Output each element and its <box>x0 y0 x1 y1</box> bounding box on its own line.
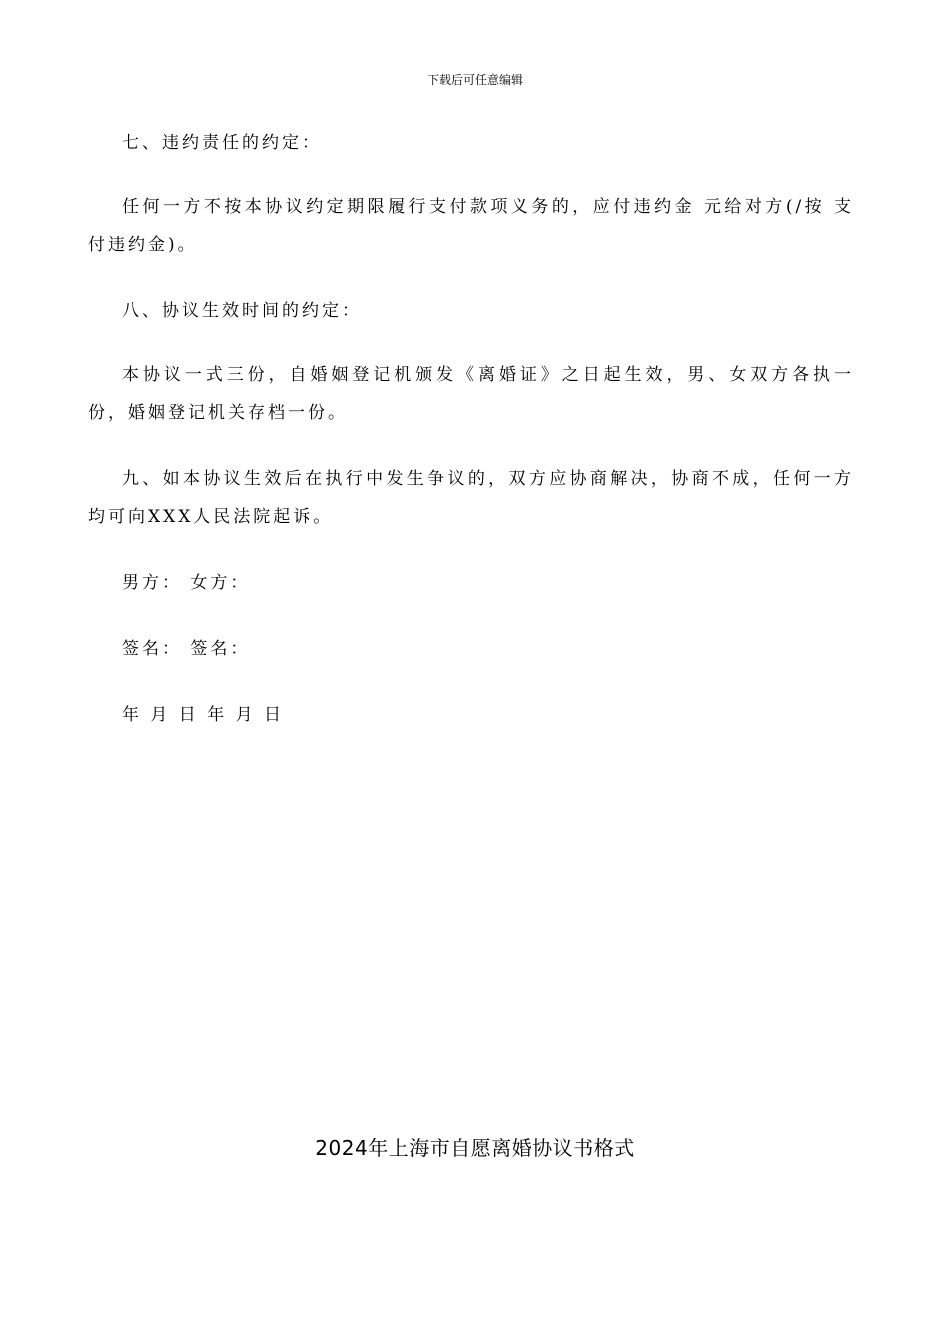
section-8-body: 本协议一式三份，自婚姻登记机颁发《离婚证》之日起生效，男、女双方各执一份，婚姻登记机关存档一份。 <box>88 365 854 423</box>
section-7-heading: 七、违约责任的约定： <box>122 133 322 153</box>
page-header-note: 下载后可任意编辑 <box>426 73 523 87</box>
signature-signs: 签名： 签名： <box>122 639 251 659</box>
footer-document-title: 2024年上海市自愿离婚协议书格式 <box>315 1136 635 1160</box>
signature-dates: 年 月 日 年 月 日 <box>122 705 285 725</box>
signature-parties: 男方： 女方： <box>122 573 251 593</box>
document-body <box>88 124 854 734</box>
section-7-body: 任何一方不按本协议约定期限履行支付款项义务的，应付违约金 元给对方(/按 支付违约金)。 <box>88 197 854 255</box>
section-9-body: 九、如本协议生效后在执行中发生争议的，双方应协商解决，协商不成，任何一方均可向XXX人民法院起诉。 <box>88 469 854 527</box>
section-8-heading: 八、协议生效时间的约定： <box>122 301 362 321</box>
